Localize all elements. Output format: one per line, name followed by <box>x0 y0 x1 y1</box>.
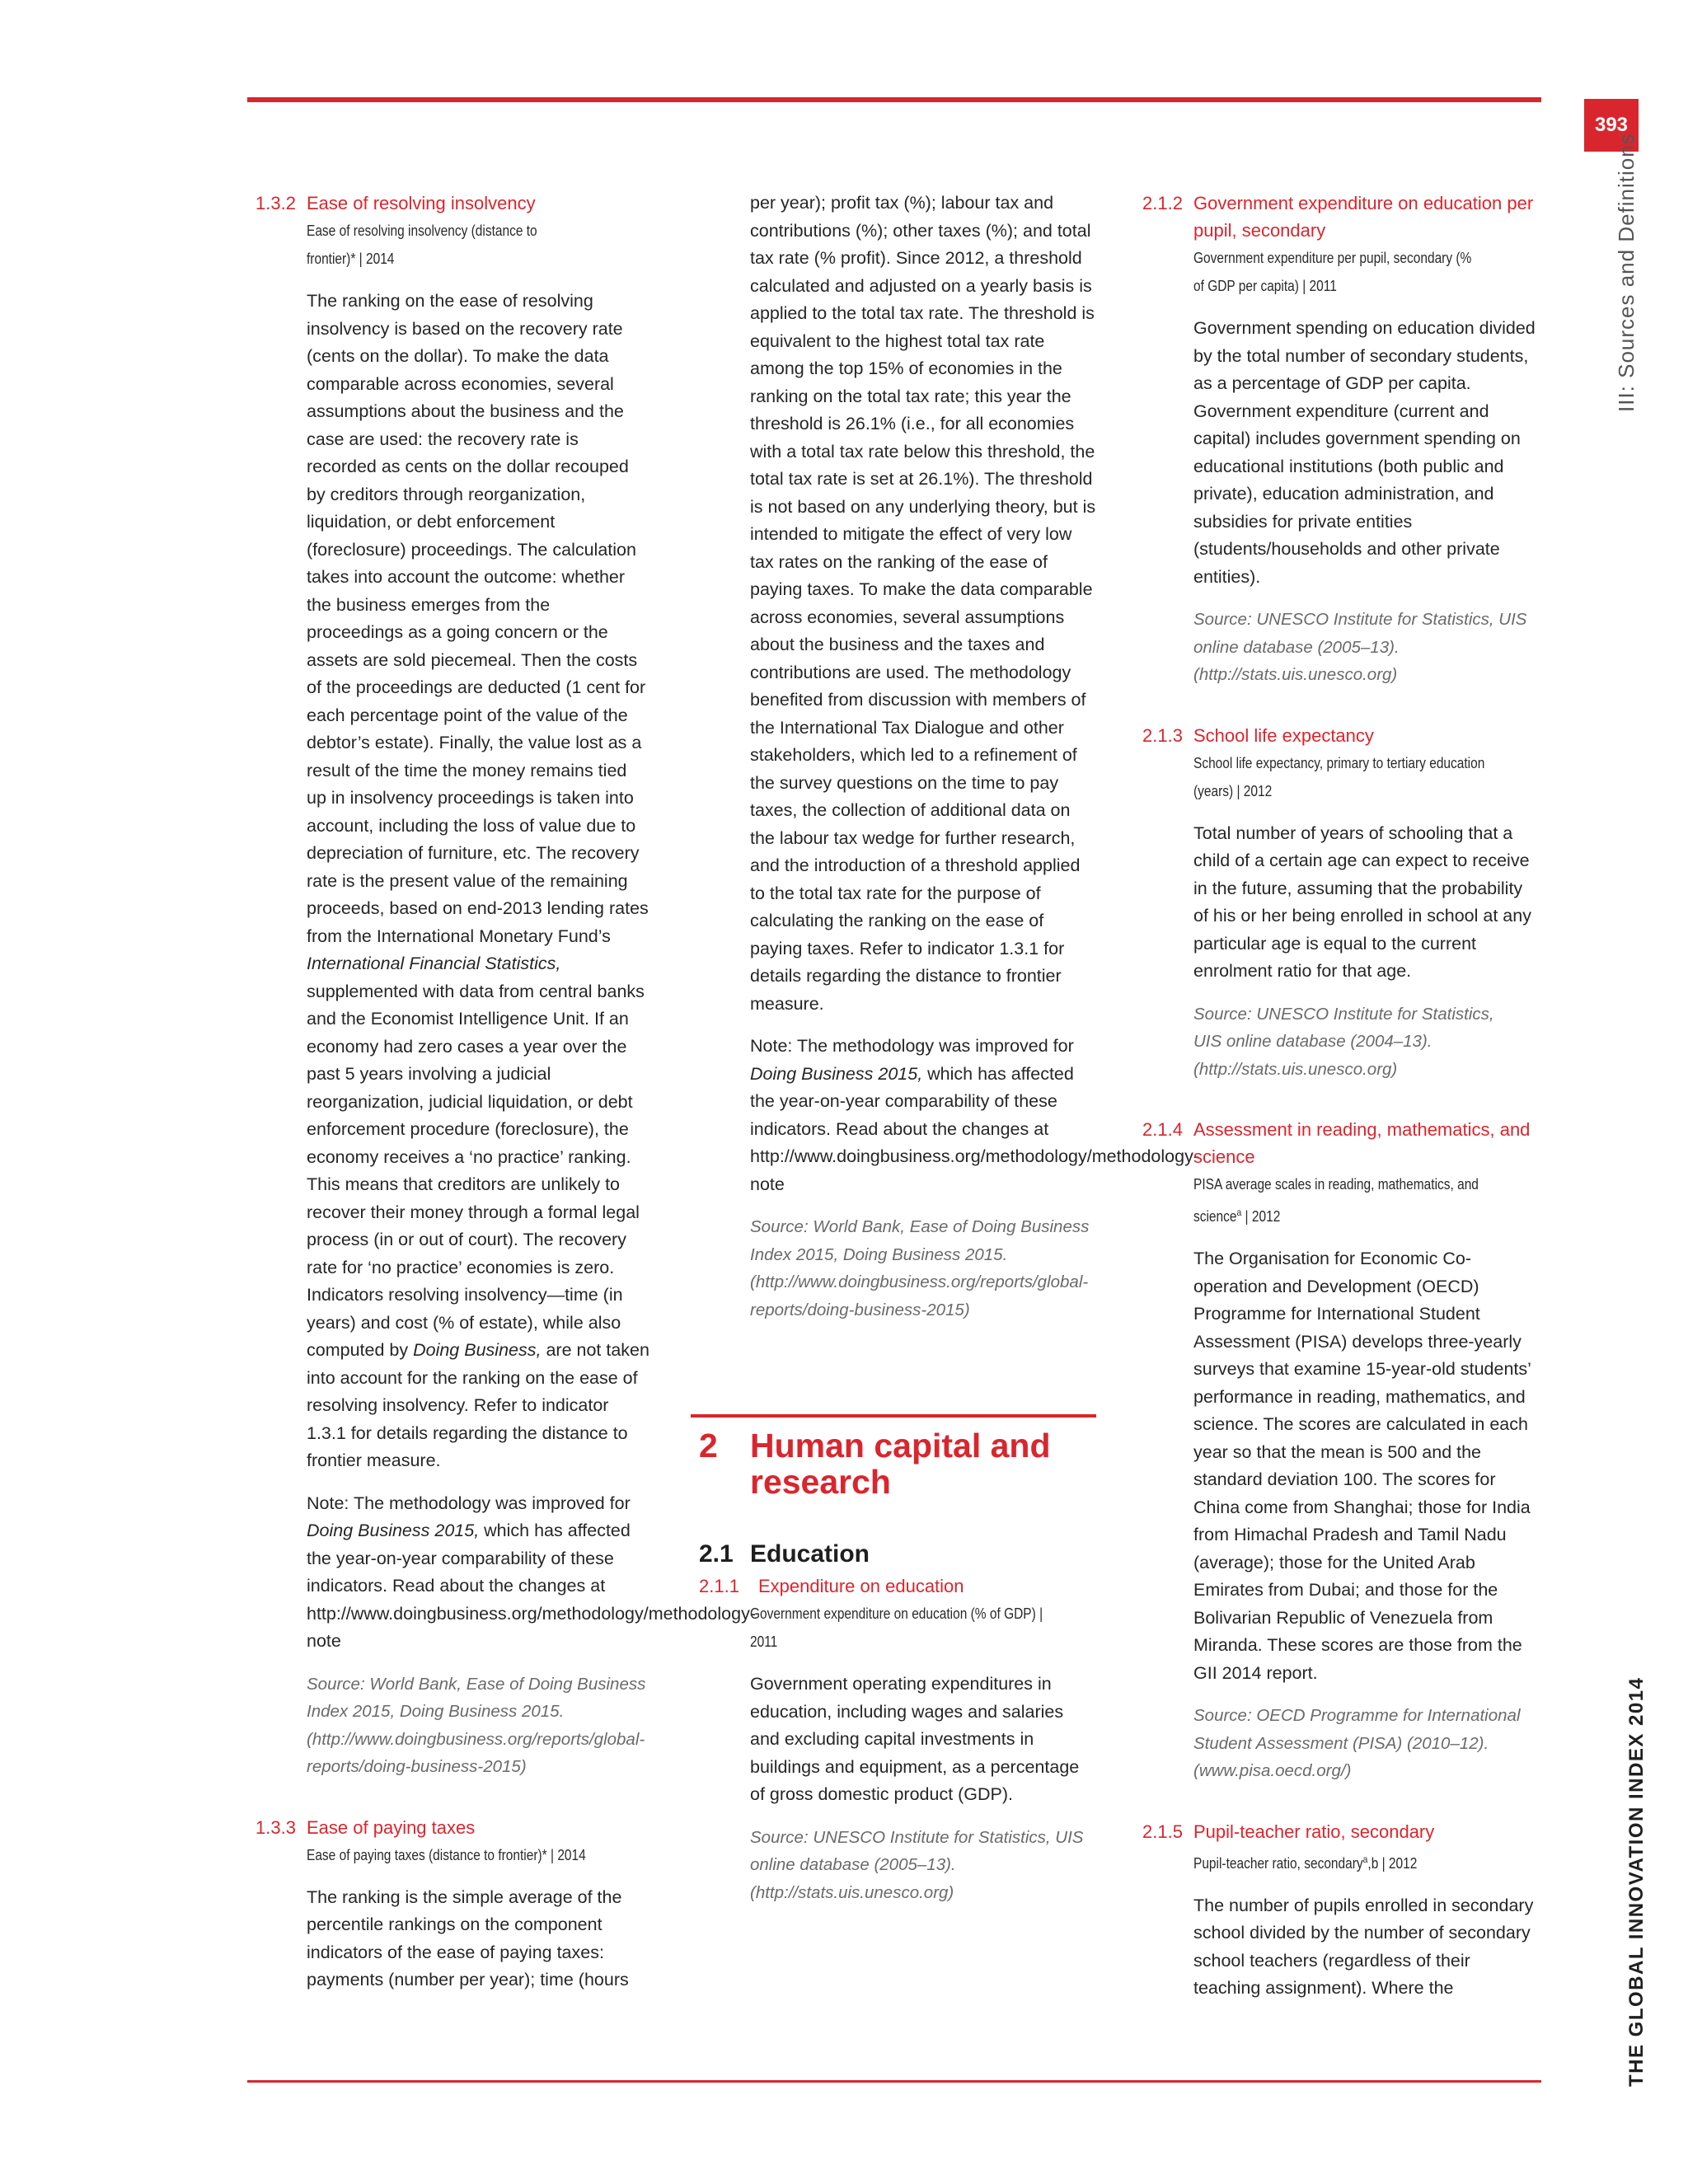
sub-pillar-title: Education <box>750 1540 870 1568</box>
section-number: 2.1.4 <box>1142 1119 1183 1140</box>
body-text: supplemented with data from central banks and the Economist Intelligence Unit. If an economy had zero cases a year over the past 5 years involving a judicial reorganization, judicial liquidation, or debt enforcement procedure (foreclosure), the economy receives a ‘no practice’ ranking. This means that creditors are unlikely to recover their money through a formal legal process (in or out of court). The recovery rate for ‘no practice’ economies is zero. Indicators resolving insolvency—time (in years) and cost (% of estate), while also computed by <box>307 981 645 1360</box>
section-heading-1-3-2 <box>256 190 651 217</box>
section-title: Government expenditure on education per pupil, secondary <box>1193 193 1534 241</box>
indicator-subtitle <box>1193 1845 1491 1877</box>
subtitle-text: Pupil-teacher ratio, secondary <box>1193 1854 1363 1872</box>
page-number: 393 <box>1584 99 1639 152</box>
pillar-rule <box>691 1414 1096 1418</box>
section-heading-2-1-4 <box>1142 1116 1546 1170</box>
source-citation: Source: UNESCO Institute for Statistics, UIS online database (2004–13). (http://stats.uis.unesco.org) <box>1193 1004 1494 1079</box>
body-text: The ranking on the ease of resolving insolvency is based on the recovery rate (cents on the dollar). To make the data comparable across economies, several assumptions about the business and the case are used: the recovery rate is recorded as cents on the dollar recouped by creditors through reorganization, liquidation, or debt enforcement (foreclosure) proceedings. The calculation takes into account the outcome: whether the business emerges from the proceedings as a going concern or the assets are sold piecemeal. Then the costs of the proceedings are deducted (1 cent for each percentage point of the value of the debtor’s estate). Finally, the value lost as a result of the time the money remains tied up in insolvency proceedings is taken into account, including the loss of value due to depreciation of furniture, etc. The recovery rate is the present value of the remaining proceeds, based on end-2013 lending rates from the International Monetary Fund’s <box>307 291 649 946</box>
continued-body: per year); profit tax (%); labour tax and contributions (%); other taxes (%); and total tax rate (% profit). Since 2012, a threshold calculated and adjusted on a yearly basis is applied to the total tax rate. The threshold is equivalent to the highest total tax rate among the top 15% of economies in the ranking on the total tax rate; this year the threshold is 26.1% (i.e., for all economies with a total tax rate below this threshold, the total tax rate is set at 26.1%). The threshold is not based on any underlying theory, but is intended to mitigate the effect of very low tax rates on the ranking of the ease of paying taxes. To make the data comparable across economies, several assumptions about the business and the taxes and contributions are used. The methodology benefited from discussion with members of the International Tax Dialogue and other stakeholders, which led to a refinement of the survey questions on the time to pay taxes, the collection of additional data on the labour tax wedge for further research, and the introduction of a threshold applied to the total tax rate for the purpose of calculating the ranking on the ease of paying taxes. Refer to indicator 1.3.1 for details regarding the distance to frontier measure. <box>750 193 1096 1014</box>
section-number: 2.1.1 <box>699 1576 739 1596</box>
section-body: Government operating expenditures in education, including wages and salaries and excluding capital investments in buildings and equipment, as a percentage of gross domestic product (GDP). <box>750 1674 1080 1804</box>
source-citation: Source: UNESCO Institute for Statistics, UIS online database (2005–13). (http://stats.uis.unesco.org) <box>750 1827 1084 1902</box>
subtitle-text: | 2012 <box>1241 1208 1281 1225</box>
source-citation: Source: World Bank, Ease of Doing Business Index 2015, Doing Business 2015. (http://www.doingbusiness.org/reports/global-reports/doing-business-2015) <box>307 1674 646 1776</box>
body-italic: Doing Business, <box>413 1340 542 1360</box>
section-body <box>307 288 651 1475</box>
indicator-subtitle: Government expenditure on education (% of GDP) | 2011 <box>750 1605 1043 1650</box>
section-number: 1.3.3 <box>256 1816 296 1838</box>
note-text: which has affected the year-on-year comparability of these indicators. Read about the changes at http://www.doingbusiness.org/methodology/methodology-note <box>750 1063 1199 1194</box>
pillar-number: 2 <box>699 1427 718 1465</box>
pillar-heading <box>691 1427 1088 1500</box>
section-heading-2-1-3 <box>1142 722 1546 749</box>
side-section-label: III: Sources and Definitions <box>1614 133 1639 412</box>
body-italic: International Financial Statistics, <box>307 954 561 973</box>
indicator-subtitle <box>1193 1170 1491 1230</box>
subtitle-text: PISA average scales in reading, mathematics, and science <box>1193 1176 1479 1225</box>
footnote-marker: a <box>1236 1207 1242 1218</box>
note-text: which has affected the year-on-year comparability of these indicators. Read about the changes at http://www.doingbusiness.org/methodology/methodology-note <box>307 1521 756 1651</box>
note-text: Note: The methodology was improved for <box>307 1493 631 1513</box>
section-body: The number of pupils enrolled in secondary school divided by the number of secondary school teachers (regardless of their teaching assignment). Where the <box>1193 1895 1534 1998</box>
sub-pillar-heading <box>691 1536 1103 1572</box>
section-number: 1.3.2 <box>256 193 296 213</box>
section-heading-1-3-3 <box>256 1814 651 1841</box>
bottom-rule <box>247 2080 1541 2083</box>
note-italic: Doing Business 2015, <box>750 1063 923 1084</box>
indicator-subtitle: Ease of paying taxes (distance to frontier)* | 2014 <box>307 1846 586 1863</box>
section-body: The Organisation for Economic Co-operation and Development (OECD) Programme for International Student Assessment (PISA) develops three-yearly surveys that examine 15-year-old students’ performance in reading, mathematics, and science. The scores are calculated in each year so that the mean is 500 and the standard deviation 100. The scores for China come from Shanghai; those for India from Himachal Pradesh and Tamil Nadu (average); those for the United Arab Emirates from Dubai; and those for the Bolivarian Republic of Venezuela from Miranda. These scores are those from the GII 2014 report. <box>1193 1249 1531 1683</box>
section-number: 2.1.2 <box>1142 193 1183 213</box>
section-title: Assessment in reading, mathematics, and science <box>1193 1119 1531 1167</box>
right-column <box>1142 190 1546 2003</box>
source-citation: Source: OECD Programme for International Student Assessment (PISA) (2010–12). (www.pisa.oecd.org/) <box>1193 1706 1521 1780</box>
indicator-subtitle: Ease of resolving insolvency (distance to frontier)* | 2014 <box>307 223 537 267</box>
source-citation: Source: UNESCO Institute for Statistics, UIS online database (2005–13). (http://stats.uis.unesco.org) <box>1193 610 1527 684</box>
footnote-marker: a <box>1362 1853 1368 1865</box>
section-body: Total number of years of schooling that a child of a certain age can expect to receive in the future, assuming that the probability of his or her being enrolled in school at any particular age is equal to the current enrolment ratio for that age. <box>1193 823 1531 981</box>
indicator-subtitle: School life expectancy, primary to tertiary education (years) | 2012 <box>1193 754 1485 799</box>
section-title: Expenditure on education <box>758 1576 964 1596</box>
sub-pillar-number: 2.1 <box>699 1540 734 1568</box>
section-heading-2-1-2 <box>1142 190 1546 244</box>
side-report-title: THE GLOBAL INNOVATION INDEX 2014 <box>1625 1676 1648 2087</box>
source-citation: Source: World Bank, Ease of Doing Business Index 2015, Doing Business 2015. (http://www.doingbusiness.org/reports/global-reports/doing-business-2015) <box>750 1217 1090 1319</box>
section-heading-2-1-1 <box>699 1572 1103 1600</box>
section-body: The ranking is the simple average of the percentile rankings on the component indicators of the ease of paying taxes: payments (number per year); time (hours <box>307 1886 629 1990</box>
section-title: School life expectancy <box>1193 724 1374 746</box>
top-rule <box>247 97 1541 102</box>
section-heading-2-1-5 <box>1142 1818 1546 1845</box>
section-number: 2.1.5 <box>1142 1821 1183 1842</box>
note-text: Note: The methodology was improved for <box>750 1036 1074 1056</box>
indicator-subtitle: Government expenditure per pupil, secondary (% of GDP per capita) | 2011 <box>1193 250 1472 294</box>
body-text: are not taken into account for the ranking on the ease of resolving insolvency. Refer to indicator 1.3.1 for details regarding the distance to frontier measure. <box>307 1340 649 1470</box>
subtitle-text: ,b | 2012 <box>1367 1854 1418 1872</box>
section-title: Pupil-teacher ratio, secondary <box>1193 1821 1435 1842</box>
section-number: 2.1.3 <box>1142 724 1183 746</box>
pillar-title: Human capital and research <box>750 1427 1051 1501</box>
section-title: Ease of resolving insolvency <box>307 193 536 213</box>
note-italic: Doing Business 2015, <box>307 1521 480 1540</box>
section-body: Government spending on education divided by the total number of secondary students, as a percentage of GDP per capita. Government expenditure (current and capital) includes government spending on educational institutions (both public and private), education administration, and subsidies for private entities (students/households and other private entities). <box>1193 318 1536 587</box>
section-title: Ease of paying taxes <box>307 1816 476 1838</box>
